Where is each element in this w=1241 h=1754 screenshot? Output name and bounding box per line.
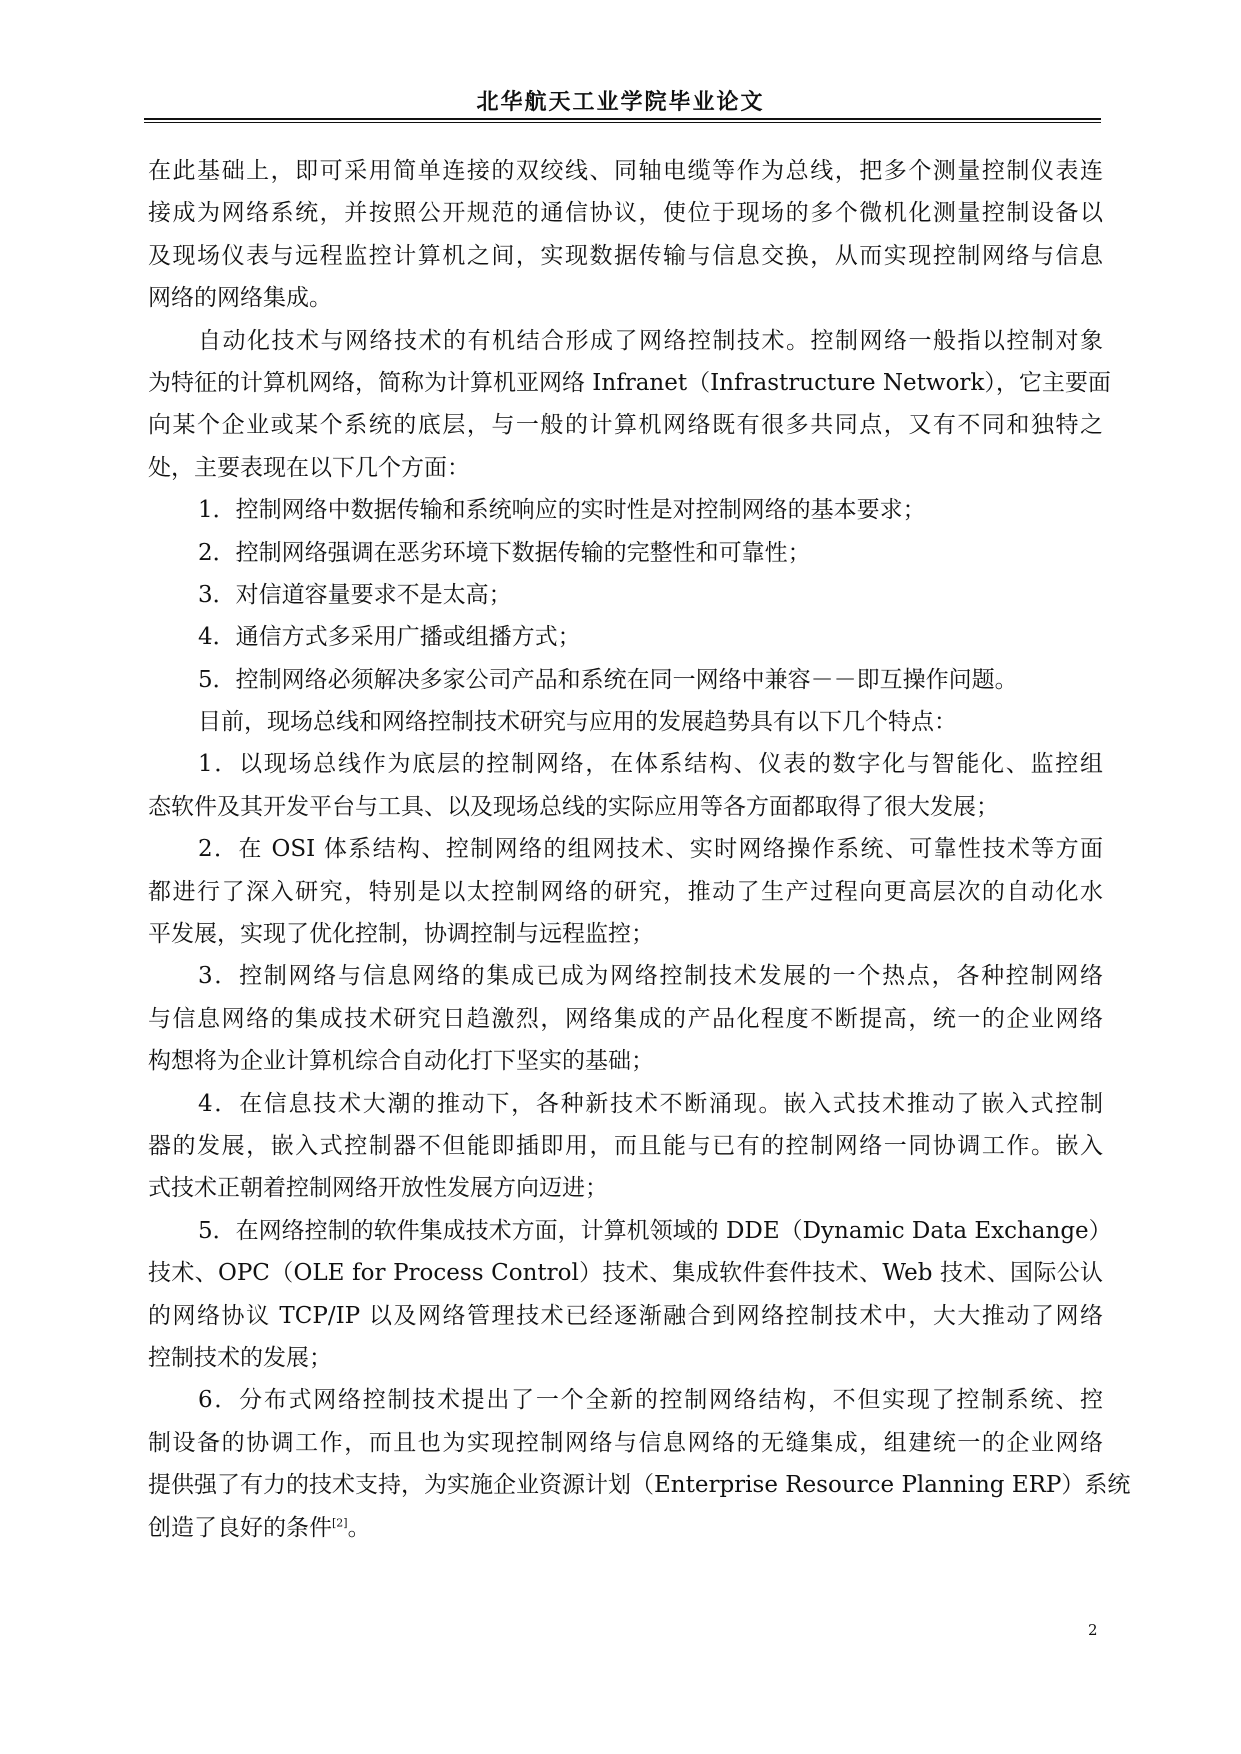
final-line-end: 。 [347,1514,371,1541]
text-line: 控制技术的发展； [148,1344,332,1371]
text-line: 3．控制网络与信息网络的集成已成为网络控制技术发展的一个热点，各种控制网络 [198,963,1103,990]
text-line: 1．控制网络中数据传输和系统响应的实时性是对控制网络的基本要求； [198,497,926,524]
text-line: 4．通信方式多采用广播或组播方式； [198,624,581,651]
text-line: 式技术正朝着控制网络开放性发展方向迈进； [148,1175,608,1202]
text-line: 5．控制网络必须解决多家公司产品和系统在同一网络中兼容－－即互操作问题。 [198,666,1018,693]
text-line: 构想将为企业计算机综合自动化打下坚实的基础； [148,1048,654,1075]
text-line: 技术、OPC（OLE for Process Control）技术、集成软件套件技术、Web 技术、国际公认 [148,1260,1103,1287]
text-line: 态软件及其开发平台与工具、以及现场总线的实际应用等各方面都取得了很大发展； [148,793,999,820]
text-line: 提供强了有力的技术支持，为实施企业资源计划（Enterprise Resource Planning ERP）系统 [148,1472,1131,1499]
text-line: 2．在 OSI 体系结构、控制网络的组网技术、实时网络操作系统、可靠性技术等方面 [198,836,1103,863]
text-line: 目前，现场总线和网络控制技术研究与应用的发展趋势具有以下几个特点： [198,709,957,736]
text-line: 器的发展，嵌入式控制器不但能即插即用，而且能与已有的控制网络一同协调工作。嵌入 [148,1132,1103,1159]
page-number: 2 [1088,1621,1098,1639]
text-line: 及现场仪表与远程监控计算机之间，实现数据传输与信息交换，从而实现控制网络与信息 [148,242,1103,269]
text-line: 制设备的协调工作，而且也为实现控制网络与信息网络的无缝集成，组建统一的企业网络 [148,1429,1103,1456]
text-line: 为特征的计算机网络，简称为计算机亚网络 Infranet（Infrastructure Network），它主要面 [148,369,1111,396]
text-line: 2．控制网络强调在恶劣环境下数据传输的完整性和可靠性； [198,539,811,566]
text-line: 都进行了深入研究，特别是以太控制网络的研究，推动了生产过程向更高层次的自动化水 [148,878,1103,905]
text-line: 自动化技术与网络技术的有机结合形成了网络控制技术。控制网络一般指以控制对象 [198,327,1103,354]
citation-ref: [2] [332,1515,348,1529]
text-line: 与信息网络的集成技术研究日趋激烈，网络集成的产品化程度不断提高，统一的企业网络 [148,1005,1103,1032]
header-rule [144,118,1101,120]
body-text [148,150,1131,1549]
text-line: 在此基础上，即可采用简单连接的双绞线、同轴电缆等作为总线，把多个测量控制仪表连 [148,158,1103,184]
header-rule-thin [144,122,1101,123]
text-line: 网络的网络集成。 [148,285,332,312]
text-line: 接成为网络系统，并按照公开规范的通信协议，使位于现场的多个微机化测量控制设备以 [148,200,1103,227]
text-line: 6．分布式网络控制技术提出了一个全新的控制网络结构，不但实现了控制系统、控 [198,1387,1103,1414]
text-line: 向某个企业或某个系统的底层，与一般的计算机网络既有很多共同点，又有不同和独特之 [148,412,1103,439]
text-line-final [148,1507,1103,1549]
text-line: 1．以现场总线作为底层的控制网络，在体系结构、仪表的数字化与智能化、监控组 [198,751,1103,778]
text-line: 平发展，实现了优化控制，协调控制与远程监控； [148,921,654,948]
text-line: 处，主要表现在以下几个方面： [148,454,470,481]
page-header-title: 北华航天工业学院毕业论文 [476,89,765,115]
text-line: 的网络协议 TCP/IP 以及网络管理技术已经逐渐融合到网络控制技术中，大大推动了网络 [148,1302,1103,1329]
final-line-text: 创造了良好的条件 [148,1514,332,1541]
text-line: 4．在信息技术大潮的推动下，各种新技术不断涌现。嵌入式技术推动了嵌入式控制 [198,1090,1103,1117]
text-line: 5．在网络控制的软件集成技术方面，计算机领域的 DDE（Dynamic Data Exchange） [198,1217,1112,1244]
text-lines [148,150,1131,1507]
text-line: 3．对信道容量要求不是太高； [198,581,512,608]
